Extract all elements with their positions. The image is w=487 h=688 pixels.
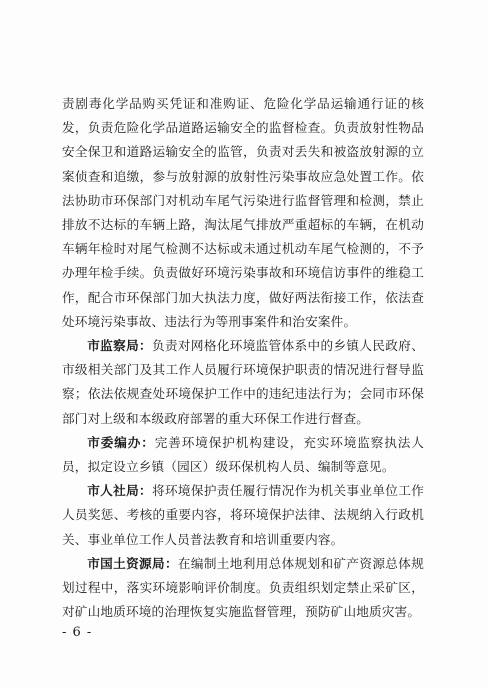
- paragraph-lead: 市人社局：: [87, 483, 152, 499]
- paragraph-lead: 市监察局：: [87, 338, 152, 354]
- page-number: - 6 -: [62, 625, 93, 640]
- paragraph-text: 完善环境保护机构建设，充实环境监察执法人员，拟定设立乡镇（园区）级环保机构人员、编制等意见。: [62, 434, 425, 475]
- paragraph-land-resources: [62, 552, 424, 625]
- paragraph-text: 负责对网格化环境监管体系中的乡镇人民政府、市级相关部门及其工作人员履行环境保护职责的情况进行督导监察；依法依规查处环境保护工作中的违纪违法行为；会同市环保部门对上级和本级政府部署的重大环保工作进行督查。: [62, 338, 425, 426]
- document-body: [62, 92, 424, 624]
- paragraph-lead: 市国土资源局：: [87, 555, 178, 571]
- paragraph-lead: 市委编办：: [87, 434, 155, 450]
- paragraph-public-security: [62, 92, 424, 334]
- paragraph-text: 将环境保护责任履行情况作为机关事业单位工作人员奖惩、考核的重要内容，将环境保护法律、法规纳入行政机关、事业单位工作人员普法教育和培训重要内容。: [62, 483, 425, 547]
- paragraph-staffing-office: [62, 431, 424, 479]
- paragraph-supervision-bureau: [62, 334, 424, 431]
- paragraph-text: 责剧毒化学品购买凭证和准购证、危险化学品运输通行证的核发，负责危险化学品道路运输安全的监督检查。负责放射性物品安全保卫和道路运输安全的监管，负责对丢失和被盗放射源的立案侦查和追缴，参与放射源的放射性污染事故应急处置工作。依法协助市环保部门对机动车尾气污染进行监督管理和检测，禁止排放不达标的车辆上路，淘汰尾气排放严重超标的车辆，在机动车辆年检时对尾气检测不达标或未通过机动车尾气检测的，不予办理年检手续。负责做好环境污染事故和环境信访事件的维稳工作，配合市环保部门加大执法力度，做好两法衔接工作，依法查处环境污染事故、违法行为等刑事案件和治安案件。: [62, 96, 424, 329]
- paragraph-text: 在编制土地利用总体规划和矿产资源总体规划过程中，落实环境影响评价制度。负责组织划定禁止采矿区，对矿山地质环境的治理恢复实施监督管理，预防矿山地质灾害。: [62, 555, 424, 620]
- paragraph-human-resources: [62, 479, 424, 552]
